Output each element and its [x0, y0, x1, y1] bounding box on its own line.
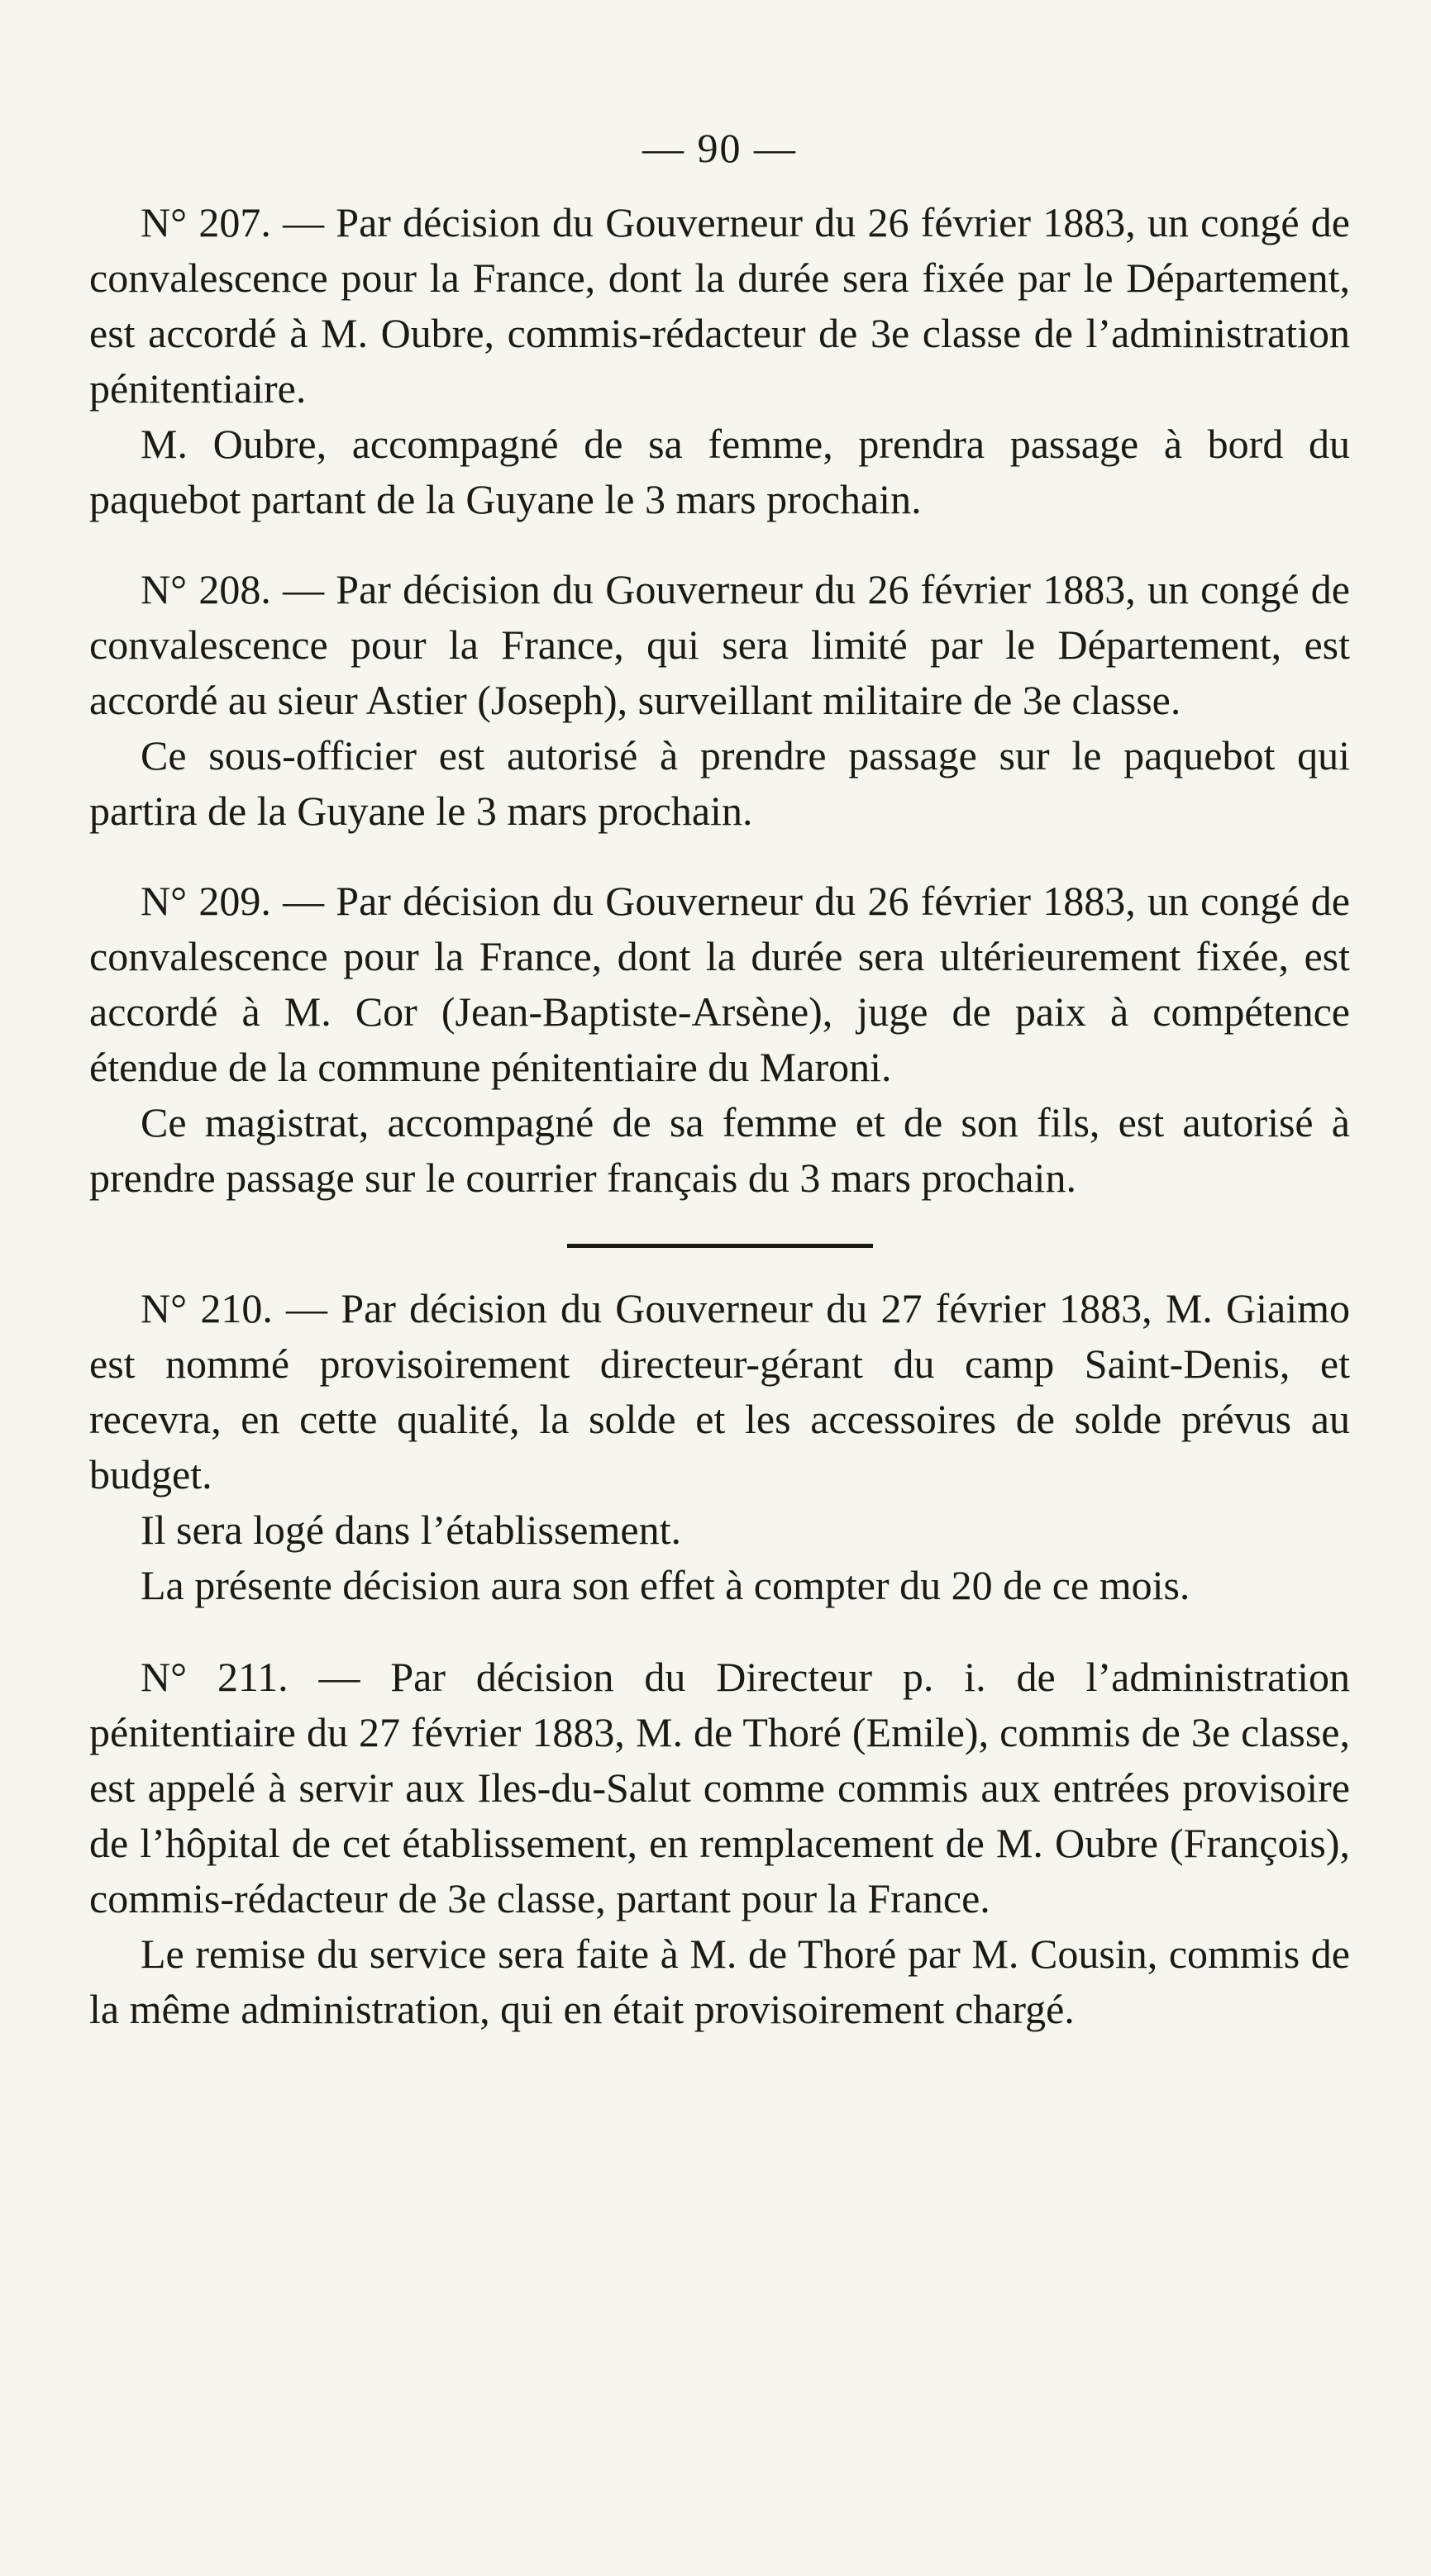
decision-208-text: N° 208. — Par décision du Gouverneur du 26 février 1883, un congé de convalescence pour la France, qui sera limité par le Département, est accordé au sieur Astier (Joseph), surveillant militaire de 3e classe.	[89, 566, 1350, 723]
decision-209-text: N° 209. — Par décision du Gouverneur du 26 février 1883, un congé de convalescence pour la France, dont la durée sera ultérieurement fixée, est accordé à M. Cor (Jean-Baptiste-Arsène), juge de paix à compétence étendue de la commune pénitentiaire du Maroni.	[89, 878, 1350, 1090]
decision-211-text: N° 211. — Par décision du Directeur p. i. de l’administration pénitentiaire du 27 février 1883, M. de Thoré (Emile), commis de 3e classe, est appelé à servir aux Iles-du-Salut comme commis aux entrées provisoire de l’hôpital de cet établissement, en remplacement de M. Oubre (François), commis-rédacteur de 3e classe, partant pour la France.	[89, 1654, 1350, 1921]
decision-209-note: Ce magistrat, accompagné de sa femme et de son fils, est autorisé à prendre passage sur le courrier français du 3 mars prochain.	[89, 1099, 1350, 1201]
decision-208-note: Ce sous-officier est autorisé à prendre passage sur le paquebot qui partira de la Guyane le 3 mars prochain.	[89, 732, 1350, 834]
decision-210-text: N° 210. — Par décision du Gouverneur du 27 février 1883, M. Giaimo est nommé provisoirement directeur-gérant du camp Saint-Denis, et recevra, en cette qualité, la solde et les accessoires de solde prévus au budget.	[89, 1285, 1350, 1498]
decision-210-lodging: Il sera logé dans l’établissement.	[141, 1507, 681, 1553]
decision-210	[89, 1281, 1350, 1613]
decision-208	[89, 562, 1350, 839]
decision-211	[89, 1650, 1350, 2037]
document-page	[89, 124, 1350, 2037]
decision-209	[89, 874, 1350, 1206]
decision-207-note: M. Oubre, accompagné de sa femme, prendra passage à bord du paquebot partant de la Guyane le 3 mars prochain.	[89, 421, 1350, 522]
decision-207	[89, 195, 1350, 527]
decision-210-effect: La présente décision aura son effet à compter du 20 de ce mois.	[141, 1562, 1190, 1608]
page-number: — 90 —	[642, 125, 797, 171]
section-divider	[567, 1244, 873, 1248]
decision-207-text: N° 207. — Par décision du Gouverneur du 26 février 1883, un congé de convalescence pour la France, dont la durée sera fixée par le Département, est accordé à M. Oubre, commis-rédacteur de 3e classe de l’administration pénitentiaire.	[89, 199, 1350, 412]
decision-211-handover: Le remise du service sera faite à M. de Thoré par M. Cousin, commis de la même administration, qui en était provisoirement chargé.	[89, 1931, 1350, 2032]
